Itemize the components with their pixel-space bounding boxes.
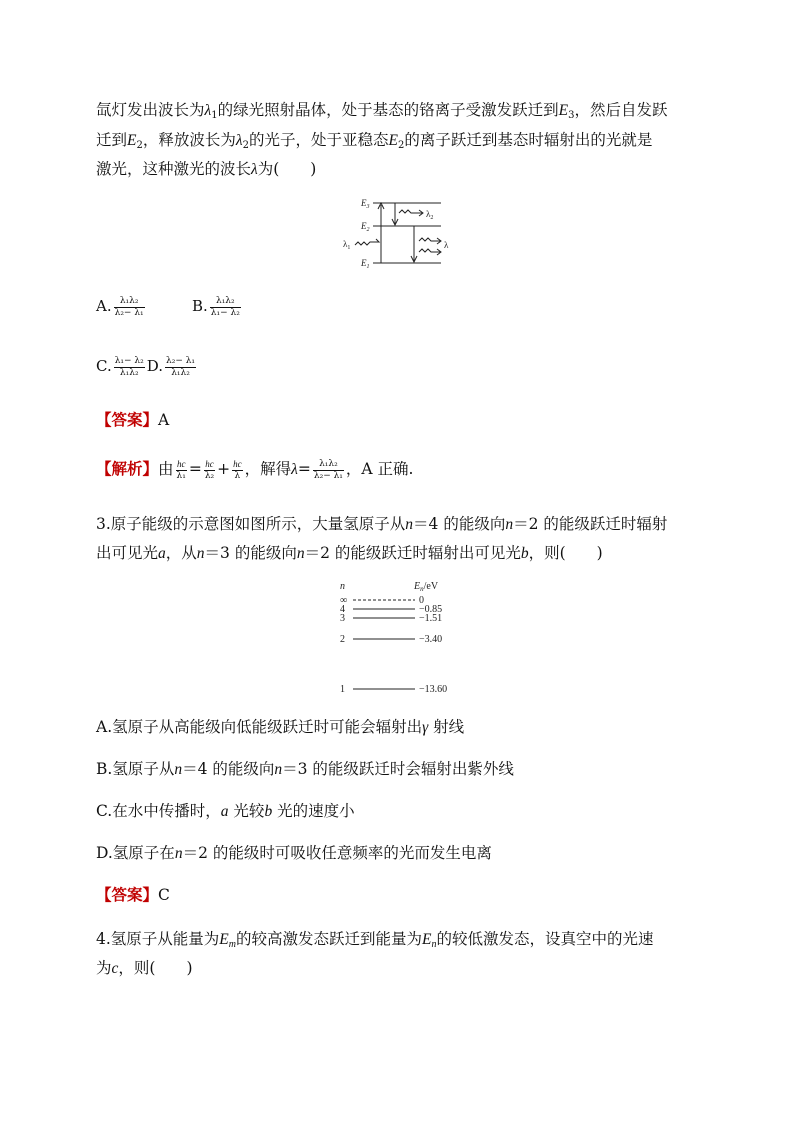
answer-label: 【答案】 <box>96 885 159 904</box>
fraction <box>232 459 243 482</box>
fraction <box>114 356 145 379</box>
n-symbol: n <box>505 516 514 533</box>
denominator: λ₁− λ₂ <box>210 307 240 318</box>
text: ＝2 的能级跃迁时辐射 <box>513 515 668 533</box>
denominator: λ₂− λ₁ <box>313 470 343 481</box>
level-n-label: 2 <box>340 634 345 645</box>
level-n-label: 3 <box>340 613 345 624</box>
subscript: 2 <box>242 140 249 151</box>
numerator: λ₁λ₂ <box>313 459 344 471</box>
energy-symbol: E <box>422 931 432 948</box>
n-symbol: n <box>196 545 205 562</box>
text: ，解得 <box>244 460 292 478</box>
level-energy-label: −13.60 <box>419 684 448 695</box>
level-n-label: 1 <box>340 684 345 695</box>
denominator: λ₁ <box>176 470 186 481</box>
text: 为( ) <box>257 160 317 178</box>
text: ，A 正确. <box>345 460 414 478</box>
analysis-label: 【解析】 <box>96 459 159 478</box>
svg-text:En/eV <box>413 581 439 593</box>
label-lambda1: λ <box>343 239 348 249</box>
q3-stem-line-2 <box>96 542 603 565</box>
text: 4.氢原子从能量为 <box>96 930 220 948</box>
option-letter: B. <box>192 297 208 315</box>
subscript: 3 <box>366 204 370 210</box>
svg-text:E2 <box>360 221 370 233</box>
q3-option-d <box>96 842 492 865</box>
text: 3.原子能级的示意图如图所示，大量氢原子从 <box>96 515 406 533</box>
a-symbol: a <box>220 803 229 820</box>
subscript: 2 <box>397 140 405 151</box>
numerator: λ₁λ₂ <box>114 296 145 308</box>
numerator: hc <box>176 458 186 469</box>
subscript: 1 <box>347 245 351 251</box>
text: 的光子，处于亚稳态 <box>248 131 389 149</box>
text: ＝3 的能级向 <box>204 544 297 562</box>
svg-text:E1 <box>360 258 370 270</box>
text: ，然后自发跃 <box>574 101 668 119</box>
subscript: 2 <box>430 215 434 221</box>
text: 由 <box>158 460 174 478</box>
text: 出可见光 <box>96 544 159 562</box>
level-n-label: ∞ <box>340 595 348 606</box>
text: 氙灯发出波长为 <box>96 101 205 119</box>
text: 为 <box>96 959 112 977</box>
text: B.氢原子从 <box>96 760 175 778</box>
energy-symbol: E <box>558 102 569 119</box>
text: ，从 <box>165 544 197 562</box>
c-symbol: c <box>111 960 119 977</box>
lambda-symbol: λ <box>204 102 212 119</box>
q4-stem-line-1 <box>96 928 654 951</box>
text: 的离子跃迁到基态时辐射出的光就是 <box>404 131 653 149</box>
denominator: λ₁λ₂ <box>171 367 190 378</box>
e-axis-label: E <box>414 581 421 592</box>
text: 的绿光照射晶体，处于基态的铬离子受激发跃迁到 <box>217 101 559 119</box>
level-energy-label: −0.85 <box>419 604 443 615</box>
svg-text:λ2 <box>426 209 433 221</box>
n-symbol: n <box>405 516 414 533</box>
subscript: 1 <box>211 110 218 121</box>
svg-text:λ1 <box>343 239 350 251</box>
q3-hydrogen-level-diagram <box>335 578 465 698</box>
n-symbol: n <box>174 761 183 778</box>
text: 迁到 <box>96 131 128 149</box>
text: ＝3 的能级跃迁时会辐射出紫外线 <box>282 760 514 778</box>
a-symbol: a <box>158 545 166 562</box>
label-lambda2: λ <box>426 209 431 219</box>
q2-laser-level-diagram <box>335 195 470 270</box>
n-symbol: n <box>274 761 283 778</box>
denominator: λ₁λ₂ <box>119 367 139 378</box>
energy-symbol: E <box>388 132 398 149</box>
subscript: m <box>228 939 236 950</box>
energy-symbol: E <box>127 132 137 149</box>
text: 激光，这种激光的波长 <box>96 160 252 178</box>
plus-sign: + <box>217 460 231 478</box>
energy-levels <box>340 595 447 695</box>
n-axis-label: n <box>340 581 345 592</box>
text: ，释放波长为 <box>142 131 236 149</box>
option-letter: D. <box>146 357 164 375</box>
lambda-symbol: λ <box>235 132 243 149</box>
subscript: 2 <box>366 227 370 233</box>
label-e3: E <box>361 198 367 208</box>
lambda-symbol: λ <box>251 161 258 178</box>
text: 的较低激发态，设真空中的光速 <box>436 930 654 948</box>
q3-option-b <box>96 758 514 781</box>
level-n-label: 4 <box>340 604 345 615</box>
text: 的较高激发态跃迁到能量为 <box>236 930 423 948</box>
q2-stem-line-3 <box>96 158 316 181</box>
level-energy-label: 0 <box>419 595 424 606</box>
q2-answer <box>96 409 169 431</box>
subscript: 1 <box>366 264 370 270</box>
label-e1: E <box>361 258 367 268</box>
numerator: hc <box>233 458 242 469</box>
subscript: 3 <box>568 110 575 121</box>
numerator: hc <box>205 458 214 469</box>
answer-label: 【答案】 <box>96 410 159 429</box>
text: 光的速度小 <box>272 802 355 820</box>
subscript: n <box>431 939 437 950</box>
q3-option-c <box>96 800 355 823</box>
option-letter: A. <box>96 297 112 315</box>
wavy-arrow-lambda1 <box>355 242 376 245</box>
text: ＝4 的能级向 <box>413 515 506 533</box>
numerator: λ₂− λ₁ <box>166 355 196 366</box>
denominator: λ <box>234 470 241 481</box>
equals-sign: = <box>297 460 311 478</box>
svg-text:E3 <box>360 198 370 210</box>
n-symbol: n <box>174 845 183 862</box>
text: 光较 <box>228 802 265 820</box>
numerator: λ₁− λ₂ <box>114 355 144 366</box>
level-energy-label: −3.40 <box>419 634 443 645</box>
denominator: λ₂− λ₁ <box>114 307 144 318</box>
text: ，则( ) <box>528 544 603 562</box>
text: ＝4 的能级向 <box>182 760 275 778</box>
answer-value: C <box>158 886 170 904</box>
text: ，则( ) <box>118 959 193 977</box>
fraction <box>210 296 241 319</box>
q2-stem-line-1 <box>96 99 667 122</box>
level-energy-label: −1.51 <box>419 613 443 624</box>
energy-symbol: E <box>219 931 229 948</box>
q2-stem-line-2 <box>96 129 652 152</box>
q3-option-a <box>96 716 464 739</box>
q3-stem-line-1 <box>96 513 667 536</box>
text: D.氢原子在 <box>96 844 175 862</box>
q4-stem-line-2 <box>96 957 193 980</box>
fraction <box>204 459 215 482</box>
q2-option-a <box>96 295 147 319</box>
unit-label: /eV <box>423 581 439 592</box>
text: ＝2 的能级时可吸收任意频率的光而发生电离 <box>182 844 492 862</box>
answer-value: A <box>158 411 170 429</box>
text: 射线 <box>428 718 465 736</box>
q2-option-b <box>192 295 243 319</box>
text: ＝2 的能级跃迁时辐射出可见光 <box>304 544 521 562</box>
subscript: n <box>420 585 424 593</box>
b-symbol: b <box>264 803 273 820</box>
label-e2: E <box>361 221 367 231</box>
fraction <box>313 459 344 482</box>
arrowhead <box>375 239 379 242</box>
label-lambda: λ <box>444 240 449 250</box>
b-symbol: b <box>520 545 529 562</box>
fraction <box>176 459 187 482</box>
option-letter: C. <box>96 357 112 375</box>
subscript: 2 <box>136 140 143 151</box>
fraction <box>114 296 145 319</box>
lambda-symbol: λ <box>291 461 298 478</box>
q2-option-c <box>96 355 198 379</box>
n-symbol: n <box>296 545 305 562</box>
numerator: λ₁λ₂ <box>210 296 241 308</box>
fraction <box>165 356 196 379</box>
gamma-symbol: γ <box>422 719 429 736</box>
equals-sign: = <box>188 460 202 478</box>
text: C.在水中传播时， <box>96 802 221 820</box>
denominator: λ₂ <box>204 470 215 481</box>
q2-analysis <box>96 458 413 482</box>
text: A.氢原子从高能级向低能级跃迁时可能会辐射出 <box>96 718 423 736</box>
q3-answer <box>96 884 170 906</box>
